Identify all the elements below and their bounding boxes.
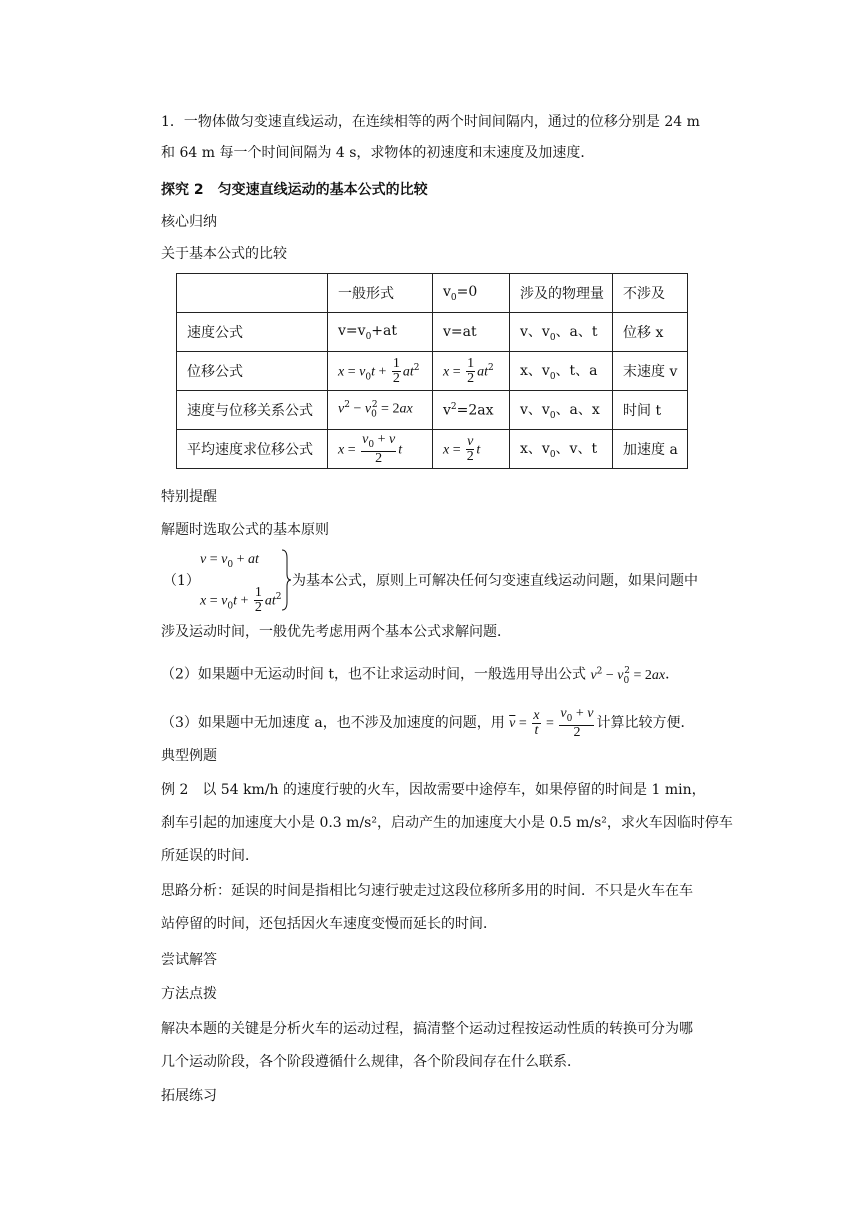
- try-answer-heading: 尝试解答: [161, 952, 217, 968]
- table-header-cell: [177, 274, 328, 313]
- formula-name: 位移公式: [177, 352, 328, 391]
- zero-initial-form: v=at: [433, 313, 510, 352]
- zero-initial-form: $v^2=2ax$: [433, 391, 510, 430]
- example-heading: 典型例题: [161, 748, 217, 764]
- table-row: [177, 430, 688, 469]
- core-summary-heading: 核心归纳: [161, 214, 217, 230]
- question-1-line-1: 1．一物体做匀变速直线运动，在连续相等的两个时间间隔内，通过的位移分别是 24 m: [161, 114, 700, 130]
- general-form: $v^2 - v_0^2 = 2ax$: [328, 391, 433, 430]
- principle-1-text-continued: 涉及运动时间，一般优先考虑用两个基本公式求解问题．: [161, 624, 511, 640]
- excluded-quantity: 位移 x: [613, 313, 688, 352]
- average-velocity-formula: $\overline{v}$ = $\frac{x}{t}$ = $\frac{v_0 + v}{2}$: [509, 705, 594, 741]
- table-header-cell: 一般形式: [328, 274, 433, 313]
- example-2-line-1: 例 2 以 54 km/h 的速度行驶的火车，因故需要中途停车，如果停留的时间是 1 min，: [161, 782, 706, 798]
- extension-practice-heading: 拓展练习: [161, 1088, 217, 1104]
- involved-quantities: x、$v_0$、v、t: [510, 430, 613, 469]
- zero-initial-form: x = $\frac{v}{2}$ t: [433, 430, 510, 469]
- table-row: [177, 352, 688, 391]
- principle-2: （2）如果题中无运动时间 t，也不让求运动时间，一般选用导出公式 $v^2 - v_0^2 = 2ax$．: [161, 666, 680, 686]
- excluded-quantity: 时间 t: [613, 391, 688, 430]
- formula-name: 速度与位移关系公式: [177, 391, 328, 430]
- involved-quantities: v、$v_0$、a、x: [510, 391, 613, 430]
- right-brace-icon: [280, 548, 292, 612]
- formula-comparison-table: [176, 273, 688, 469]
- principle-1-text: 为基本公式，原则上可解决任何匀变速直线运动问题，如果问题中: [292, 573, 698, 589]
- table-header-cell: 涉及的物理量: [510, 274, 613, 313]
- general-form: $x = v_0t$ + $\frac{1}{2}$ $at^2$: [328, 352, 433, 391]
- method-heading: 方法点拨: [161, 986, 217, 1002]
- analysis-line-2: 站停留的时间，还包括因火车速度变慢而延长的时间．: [161, 916, 497, 932]
- table-row: [177, 391, 688, 430]
- involved-quantities: v、$v_0$、a、t: [510, 313, 613, 352]
- general-form: x = $\frac{v_0 + v}{2}$ t: [328, 430, 433, 469]
- principle-3-text: （3）如果题中无加速度 a，也不涉及加速度的问题，用: [161, 715, 505, 731]
- section-title: 探究 2 匀变速直线运动的基本公式的比较: [161, 182, 428, 198]
- table-header-cell: 不涉及: [613, 274, 688, 313]
- principle-3: （3）如果题中无加速度 a，也不涉及加速度的问题，用 $\overline{v}$ = $\frac{x}{t}$ = $\frac{v_0 + v}{2}$ 计算比较方便．: [161, 705, 695, 741]
- special-reminder-heading: 特别提醒: [161, 489, 217, 505]
- formula-name: 速度公式: [177, 313, 328, 352]
- formula-name: 平均速度求位移公式: [177, 430, 328, 469]
- general-form: $v=v_0+at$: [328, 313, 433, 352]
- example-2-line-2: 刹车引起的加速度大小是 0.3 m/s²，启动产生的加速度大小是 0.5 m/s²，求火车因临时停车: [161, 815, 733, 831]
- zero-initial-form: x = $\frac{1}{2}$ $at^2$: [433, 352, 510, 391]
- derived-formula: $v^2 - v_0^2 = 2ax$: [590, 666, 666, 686]
- question-1-line-2: 和 64 m 每一个时间间隔为 4 s，求物体的初速度和末速度及加速度．: [161, 145, 595, 161]
- basic-displacement-formula: $x = v_0t$ + $\frac{1}{2}$ $at^2$: [200, 585, 282, 616]
- method-line-2: 几个运动阶段，各个阶段遵循什么规律，各个阶段间存在什么联系．: [161, 1054, 581, 1070]
- basic-velocity-formula: $v = v_0$ + at: [200, 552, 259, 570]
- table-caption: 关于基本公式的比较: [161, 246, 287, 262]
- example-2-line-3: 所延误的时间．: [161, 848, 259, 864]
- excluded-quantity: 加速度 a: [613, 430, 688, 469]
- analysis-line-1: 思路分析：延误的时间是指相比匀速行驶走过这段位移所多用的时间．不只是火车在车: [161, 883, 693, 899]
- principle-1-label: （1）: [163, 573, 200, 589]
- table-header-cell: $v_0=0$: [433, 274, 510, 313]
- principle-2-text: （2）如果题中无运动时间 t，也不让求运动时间，一般选用导出公式: [161, 666, 586, 683]
- table-header-row: [177, 274, 688, 313]
- involved-quantities: x、$v_0$、t、a: [510, 352, 613, 391]
- principle-heading: 解题时选取公式的基本原则: [161, 522, 329, 538]
- method-line-1: 解决本题的关键是分析火车的运动过程，搞清整个运动过程按运动性质的转换可分为哪: [161, 1021, 693, 1037]
- excluded-quantity: 末速度 v: [613, 352, 688, 391]
- table-row: [177, 313, 688, 352]
